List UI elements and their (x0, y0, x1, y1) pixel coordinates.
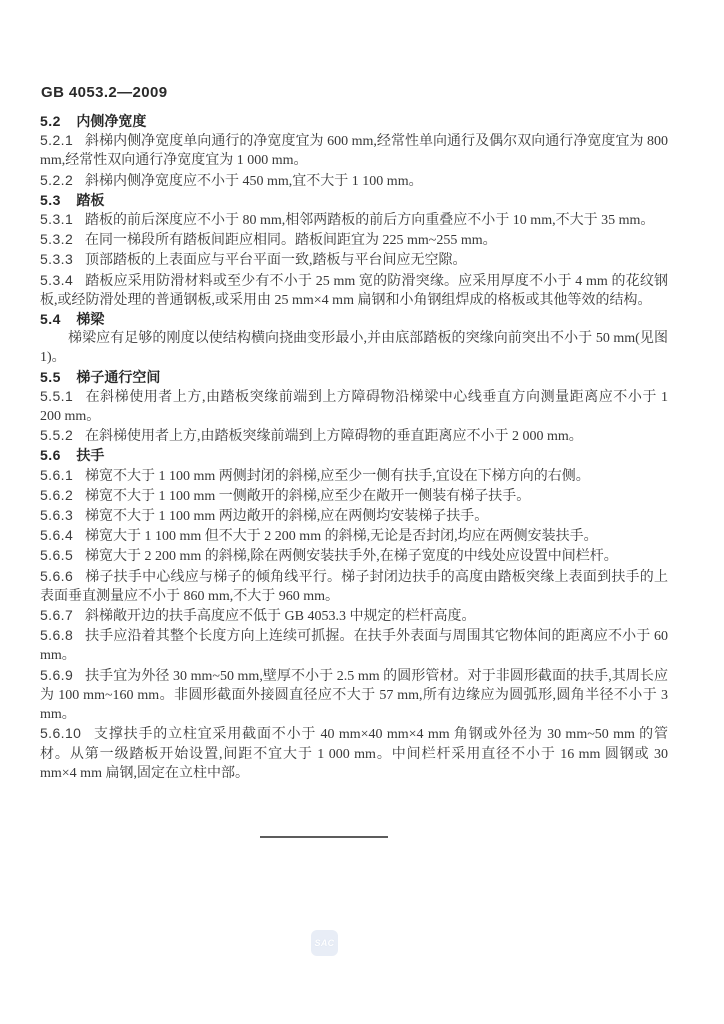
clause-number: 5.6.7 (40, 607, 74, 624)
clause-number: 5.5.2 (40, 427, 74, 444)
clause-number: 5.6.2 (40, 486, 74, 503)
clause-text: 梯宽不大于 1 100 mm 一侧敞开的斜梯,应至少在敞开一侧装有梯子扶手。 (85, 488, 531, 504)
section-number: 5.2 (40, 113, 61, 129)
section-number: 5.3 (40, 191, 61, 208)
section-number: 5.4 (40, 311, 61, 328)
sac-watermark-text: SAC (314, 938, 335, 948)
end-of-text-divider (260, 836, 388, 838)
sac-watermark-logo (311, 930, 338, 956)
clause-number: 5.2.2 (40, 171, 74, 188)
clause-text: 支撑扶手的立柱宜采用截面不小于 40 mm×40 mm×4 mm 角钢或外径为 30 mm~50 mm 的管材。从第一级踏板开始设置,间距不宜大于 1 000 mm。中间栏杆采用直径不小于 16 mm 圆钢或 30 mm×4 mm 扁钢,固定在立柱中部。 (40, 727, 668, 781)
section-heading-5.4 (40, 310, 668, 329)
clause-5.6.3 (40, 506, 668, 526)
clause-number: 5.6.4 (40, 527, 74, 544)
clause-text: 梯宽不大于 1 100 mm 两侧封闭的斜梯,应至少一侧有扶手,宜设在下梯方向的右侧。 (85, 468, 590, 484)
section-heading-5.6 (40, 446, 668, 465)
clause-text: 梯宽大于 2 200 mm 的斜梯,除在两侧安装扶手外,在梯子宽度的中线处应设置中间栏杆。 (85, 549, 618, 565)
clause-number: 5.3.1 (40, 211, 74, 228)
clause-5.6.7 (40, 606, 668, 626)
clause-text: 梯宽大于 1 100 mm 但不大于 2 200 mm 的斜梯,无论是否封闭,均应在两侧安装扶手。 (85, 529, 598, 545)
clause-5.6.6 (40, 567, 668, 606)
clause-5.5.1 (40, 387, 668, 426)
clause-text: 斜梯内侧净宽度应不小于 450 mm,宜不大于 1 100 mm。 (85, 173, 423, 189)
clause-5.3.4 (40, 271, 668, 310)
section-number: 5.5 (40, 368, 61, 385)
clause-text: 扶手宜为外径 30 mm~50 mm,壁厚不小于 2.5 mm 的圆形管材。对于非圆形截面的扶手,其周长应为 100 mm~160 mm。非圆形截面外接圆直径应不大于 57 mm,所有边缘应为圆弧形,圆角半径不小于 3 mm。 (40, 668, 668, 723)
clause-text: 在斜梯使用者上方,由踏板突缘前端到上方障碍物沿梯梁中心线垂直方向测量距离应不小于 1 200 mm。 (40, 389, 668, 425)
section-title: 扶手 (76, 447, 105, 464)
clause-number: 5.5.1 (40, 387, 74, 404)
clause-number: 5.6.5 (40, 547, 74, 564)
clause-text: 梯梁应有足够的刚度以使结构横向挠曲变形最小,并由底部踏板的突缘向前突出不小于 50 mm(见图 1)。 (40, 331, 668, 366)
section-title: 踏板 (76, 191, 105, 208)
clause-number: 5.6.8 (40, 627, 74, 644)
clause-text: 踏板应采用防滑材料或至少有不小于 25 mm 宽的防滑突缘。应采用厚度不小于 4 mm 的花纹钢板,或经防滑处理的普通钢板,或采用由 25 mm×4 mm 扁钢和小角钢组焊成的格板或其他等效的结构。 (40, 273, 668, 308)
clause-5.4-body (40, 329, 668, 367)
clause-text: 踏板的前后深度应不小于 80 mm,相邻两踏板的前后方向重叠应不小于 10 mm,不大于 35 mm。 (85, 213, 655, 229)
section-heading-5.5 (40, 368, 668, 387)
clause-number: 5.6.1 (40, 466, 74, 483)
clause-5.2.2 (40, 171, 668, 191)
clause-5.5.2 (40, 426, 668, 446)
clause-number: 5.6.6 (40, 567, 74, 584)
clause-text: 梯子扶手中心线应与梯子的倾角线平行。梯子封闭边扶手的高度由踏板突缘上表面到扶手的上表面垂直测量应不小于 860 mm,不大于 960 mm。 (40, 569, 668, 604)
clause-text: 斜梯敞开边的扶手高度应不低于 GB 4053.3 中规定的栏杆高度。 (85, 609, 476, 625)
clause-number: 5.6.10 (40, 725, 82, 742)
clause-text: 斜梯内侧净宽度单向通行的净宽度宜为 600 mm,经常性单向通行及偶尔双向通行净宽度宜为 800 mm,经常性双向通行净宽度宜为 1 000 mm。 (40, 134, 668, 169)
clause-text: 扶手应沿着其整个长度方向上连续可抓握。在扶手外表面与周围其它物体间的距离应不小于 60 mm。 (40, 629, 668, 664)
clause-number: 5.2.1 (40, 132, 74, 149)
clause-5.3.2 (40, 230, 668, 250)
standard-number: GB 4053.2—2009 (41, 84, 168, 101)
clause-number: 5.3.3 (40, 251, 74, 268)
clause-number: 5.6.9 (40, 666, 74, 683)
section-title: 梯子通行空间 (76, 368, 161, 385)
clause-5.6.1 (40, 466, 668, 486)
clause-text: 梯宽不大于 1 100 mm 两边敞开的斜梯,应在两侧均安装梯子扶手。 (85, 509, 489, 525)
clause-5.6.2 (40, 486, 668, 506)
section-number: 5.6 (40, 447, 61, 464)
section-heading-5.3 (40, 191, 668, 210)
clause-5.6.4 (40, 526, 668, 546)
section-title: 内侧净宽度 (76, 113, 147, 129)
clause-text: 顶部踏板的上表面应与平台平面一致,踏板与平台间应无空隙。 (85, 253, 467, 269)
clause-number: 5.3.2 (40, 231, 74, 248)
clause-5.6.9 (40, 666, 668, 725)
clause-number: 5.3.4 (40, 271, 74, 288)
clause-5.6.8 (40, 626, 668, 665)
clause-5.3.3 (40, 250, 668, 270)
section-title: 梯梁 (76, 311, 105, 328)
section-heading-5.2 (40, 112, 668, 131)
clause-5.2.1 (40, 131, 668, 170)
clause-5.3.1 (40, 210, 668, 230)
document-body (40, 112, 668, 783)
clause-text: 在斜梯使用者上方,由踏板突缘前端到上方障碍物的垂直距离应不小于 2 000 mm。 (85, 429, 583, 445)
clause-5.6.5 (40, 546, 668, 566)
clause-number: 5.6.3 (40, 507, 74, 524)
clause-text: 在同一梯段所有踏板间距应相同。踏板间距宜为 225 mm~255 mm。 (85, 233, 497, 249)
clause-5.6.10 (40, 724, 668, 783)
